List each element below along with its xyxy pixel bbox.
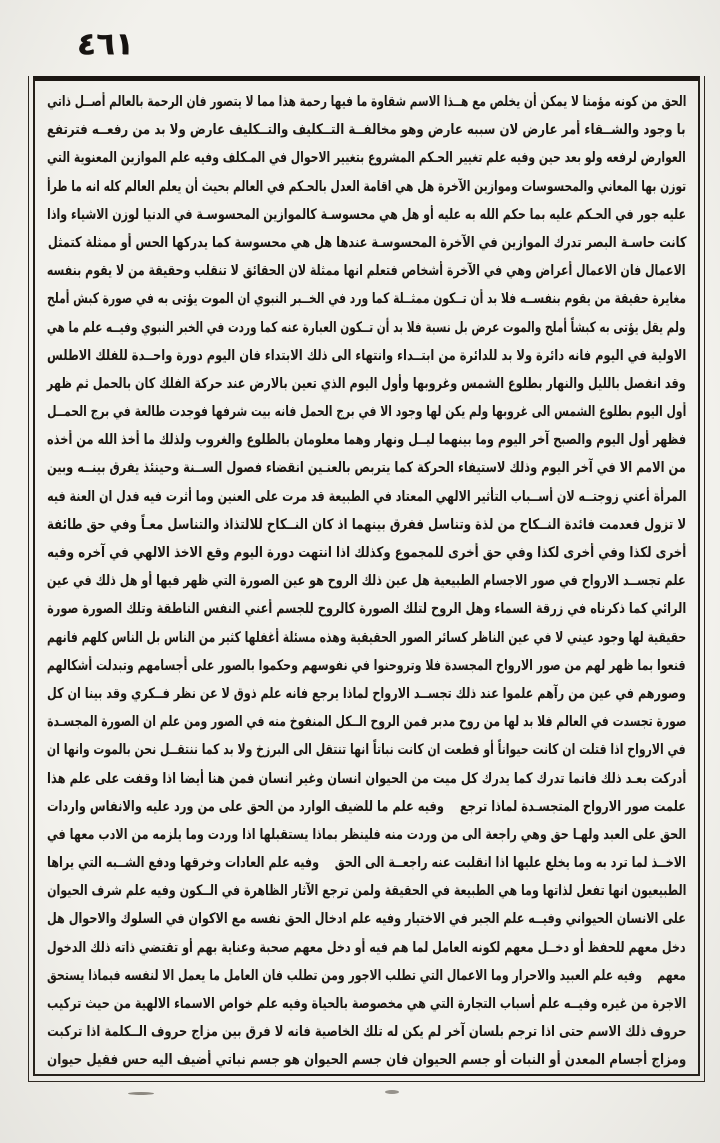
text-line: الرائي كما ذكرناه في زرقة السماء وهل الروح لتلك الصورة كالروح للجسم أعني النفس الناطقة وتلك الصورة صورة <box>46 601 686 618</box>
text-line: العوارض لرفعه ولو بعد حين وفيه علم تغيير الحـكم المشروع بتغيير الاحوال في المـكلف وفيه علم الموازين المعنوية التي <box>47 150 686 167</box>
body-text <box>35 81 698 1074</box>
text-line: وصورهم في عين من رآهم علموا عند ذلك تجســد الارواح لماذا يرجع فانه علم ذوق لا عن نظر فــكري وقد بينا ان كل <box>47 685 686 702</box>
text-frame <box>33 76 700 1076</box>
text-line: وقد انفصل بالليل والنهار بطلوع الشمس وغروبها وأول اليوم الذي تعين بالارض عند حركة الفلك كان بالحمل ثم ظهر <box>47 375 686 392</box>
text-line: كانت حاسـة البصر تدرك الموازين في الآخرة المحسوسـة عندها هل هي محسوسة كما يدركها الحس أو ممثلة كتمثل <box>47 234 686 251</box>
text-line: ومزاج أجسام المعدن أو النبات أو جسم الحيوان فان جسم الحيوان هو جسم نباتي أضيف اليه حس فقيل حيوان <box>46 1052 686 1069</box>
text-line: الاولية في اليوم فانه دائرة ولا بد للدائرة من ابتــداء وانتهاء الى ذلك الابتداء فان اليوم دورة واحــدة للفلك الاطلس <box>46 347 686 364</box>
text-line: حقيقية لها وجود عيني لا في عين الناظر كسائر الصور الحقيقية وهذه مسئلة أغفلها كثير من الناس بل الناس كلهم فانهم <box>46 629 686 646</box>
text-line: توزن بها المعاني والمحسوسات وموازين الآخرة هل هي اقامة العدل بالحـكم في العالم بحيث أن يعلم العالم كله انه ما طرأ <box>46 178 686 195</box>
text-line: الاخــذ لما ترد به وما يخلع عليها اذا انقلبت عنه راجعــة الى الحق وفيه علم العادات وخرقها ودفع الشــبه التي يراها <box>46 855 686 872</box>
text-line: الاجرة من غيره وفيــه علم أسباب التجارة التي هي مخصوصة بالحياة وفيه علم خواص الاسماء الالهية من حيث تركيب <box>46 996 686 1012</box>
text-line: أخرى لكذا وفي أخرى لكذا وفي حق أخرى للمجموع وكذلك اذا انتهت دورة اليوم وقع الاخذ الالهي في آخره وفيه <box>46 545 686 561</box>
text-line: الحق من كونه مؤمنا لا يمكن أن يخلص مع هــذا الاسم شقاوة ما فيها رحمة هذا مما لا يتصور فان الرحمة بالعالم أصــل ذاتي <box>46 94 686 110</box>
text-line: المرأة أعني زوجتــه لان أســباب التأثير الالهي المعتاد في الطبيعة قد مرت على العنين وما أثرت فيه فدل ان العنة فيه <box>46 488 686 505</box>
text-line: معهم وفيه علم العبيد والاحرار وما الاعمال التي تطلب الاجور ومن تطلب فان العامل ما يعمل الا لنفسه فبماذا يستحق <box>47 967 686 984</box>
text-line: في الارواح اذا قتلت ان كانت حيواناً أو قطعت ان كانت نباتاً انها تنتقل الى البرزخ ولا بد كما ننتقــل نحن بالموت وانها ان <box>47 742 686 759</box>
text-line: الحق على العبد ولهـا حق وهي راجعة الى من وردت منه فلينظر بماذا يستقبلها اذا وردت وما يلزمه من الادب معها في <box>46 826 686 843</box>
text-line: الاعمال فان الاعمال أعراض وهي في الآخرة أشخاص فتعلم انها ممثلة لان الحقائق لا تنقلب وحقيقة من لا يقوم بنفسه <box>47 263 686 280</box>
text-line: فظهر أول اليوم والصبح آخر اليوم وما بينهما ليــل ونهار وهما معلومان بالطلوع والغروب ولذلك ما أخذ الله من أخذه <box>46 432 686 449</box>
text-line: با وجود والشــقاء أمر عارض لان سببه عارض وهو مخالفــة التــكليف والتــكليف عارض ولا بد من رفعــه فترتفع <box>47 122 686 139</box>
text-line: علم تجســد الارواح في صور الاجسام الطبيعية هل عين ذلك الروح هو عين الصورة التي ظهر فيها أو هل ذلك في عين <box>47 573 686 590</box>
ink-speck <box>385 1090 399 1094</box>
text-line: مغايرة حقيقة من يقوم بنفســه فلا بد أن تــكون ممثــلة كما ورد في الخــبر النبوي ان الموت يؤتى به في صورة كبش أملح <box>46 291 686 308</box>
text-line: علمت صور الارواح المتجسـدة لماذا ترجع وفيه علم ما للضيف الوارد من الحق على من ورد عليه والانفاس واردات <box>46 798 686 815</box>
text-line: حروف ذلك الاسم حتى اذا ترجم بلسان آخر لم يكن له تلك الخاصية فانه لا فرق بين مزاج حروف الــكلمة اذا تركبت <box>46 1024 686 1041</box>
text-line: دخل معهم للحفظ أو دخــل معهم لكونه العامل لما هم فيه أو دخل معهم صحبة وعناية بهم أو تقتضي ذاته ذلك الدخول <box>47 939 686 956</box>
ink-speck <box>128 1092 154 1095</box>
text-line: من الامم الا في آخر اليوم وذلك لاستيفاء الحركة كما يتربص بالعنـين انقضاء فصول الســنة وحينئذ يفرق بينــه وبين <box>47 460 686 477</box>
text-line: لا تزول فعدمت فائدة النــكاح من لذة وتناسل ففرق بينهما اذ كان النــكاح للالتذاذ والتناسل معـاً وفي حق طائفة <box>46 516 686 533</box>
text-line: أدركت بعـد ذلك فانما تدرك كما يدرك كل ميت من الحيوان انسان وغير انسان فمن هنا أيضا اذا وقفت على علم هذا <box>46 770 686 787</box>
text-line: عليه جور في الحـكم عليه بما حكم الله به عليه أو هل هي محسوسـة كالموازين المحسوسـة في الدنيا لوزن الاشياء واذا <box>46 206 686 223</box>
text-line: على الانسان الحيواني وفيــه علم الجبر في الاختيار وفيه علم ادخال الحق نفسه مع الاكوان في السلوك والاحوال هل <box>47 911 686 928</box>
text-line: الطبيعيون انها تفعل لذاتها وما هي الطبيعة في الحقيقة ولمن ترجع الآثار الظاهرة في الــكون وفيه علم شرف الحيوان <box>46 883 686 900</box>
page-number: ٤٦١ <box>76 26 135 62</box>
text-line: صورة تجسدت في العالم فلا بد لها من روح مدبر فمن الروح الــكل المنفوخ منه في الصور ومن علم ان الصورة المجسـدة <box>46 714 686 731</box>
text-line: أول اليوم بطلوع الشمس الى غروبها ولم يكن لها وجود الا في برج الحمل فانه بيت شرفها فوجدت طالعة في برج الحمــل <box>46 404 686 421</box>
text-line: قنعوا بما ظهر لهم من صور الارواح المجسدة فلا وتروحنوا في نفوسهم وحكموا بالصور على أجسامهم وتبدلت أشكالهم <box>47 657 686 674</box>
text-line: ولم يقل يؤتى به كبشاً أملح والموت عرض بل نسبة فلا بد أن تــكون العبارة عنه كما وردت في الخبر النبوي وفيــه علم ما هي <box>47 319 686 336</box>
